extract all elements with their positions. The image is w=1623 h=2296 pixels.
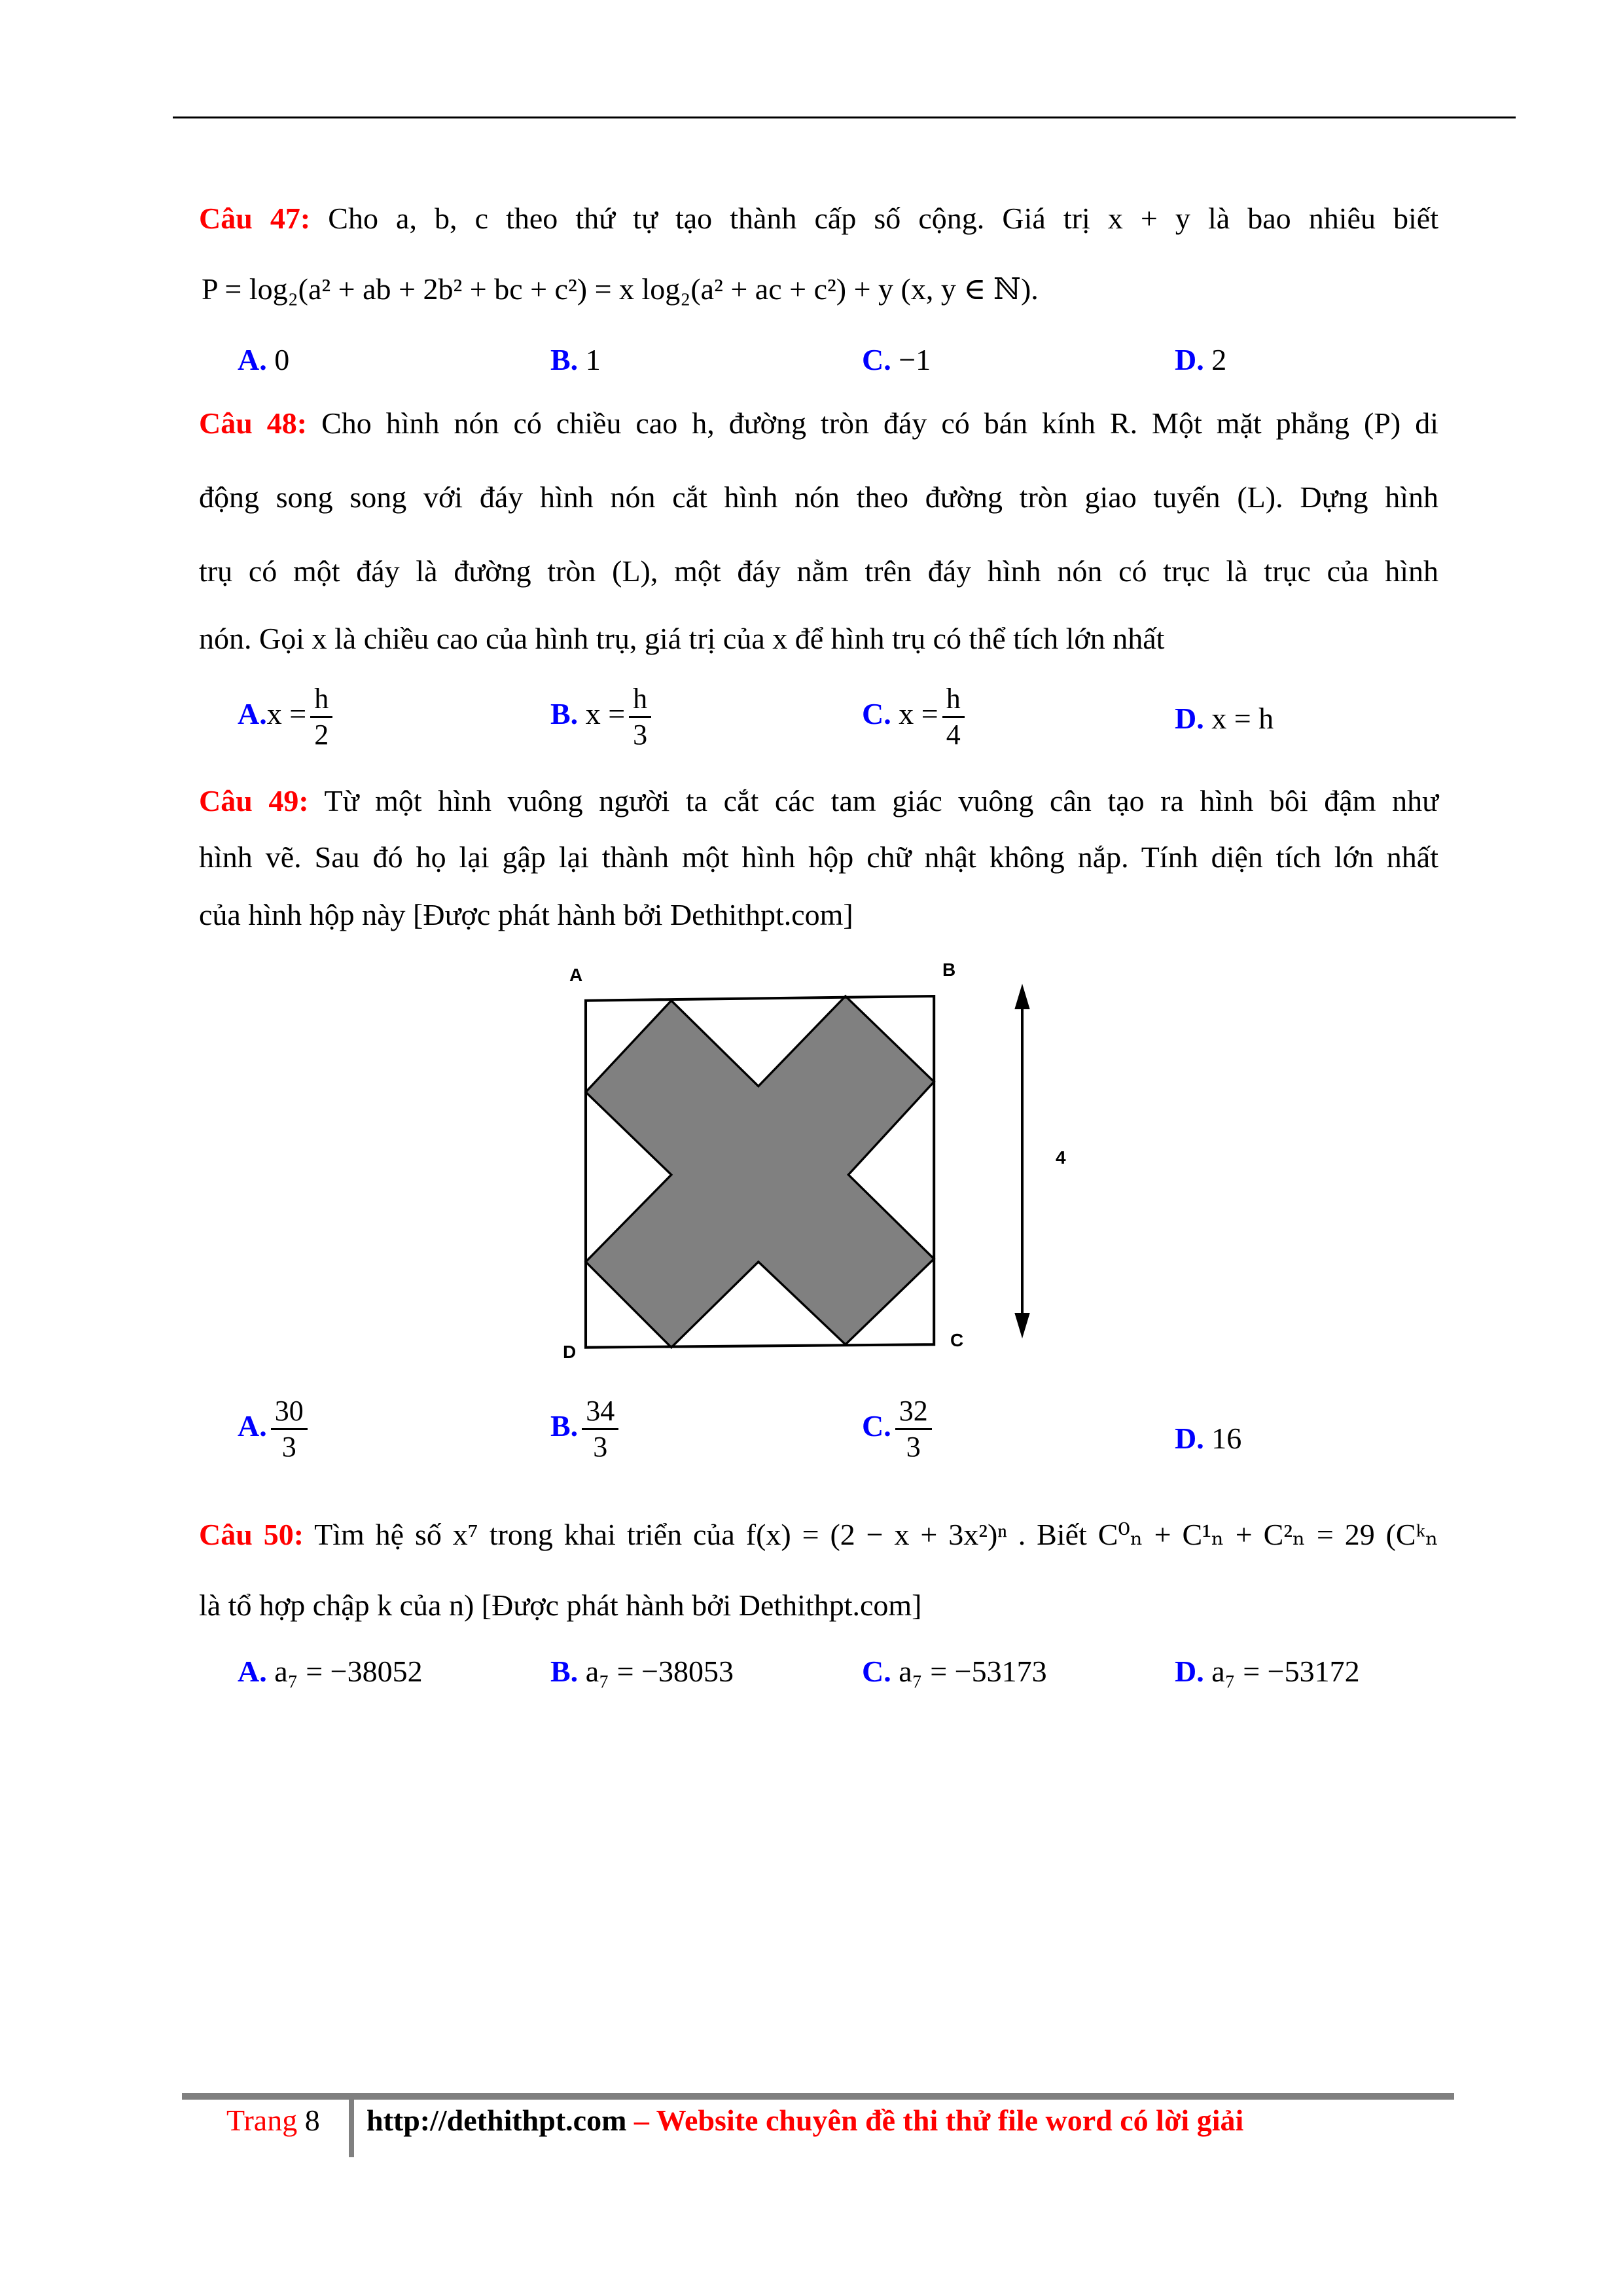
question-48-line: trụ có một đáy là đường tròn (L), một đáy nằm trên đáy hình nón có trục là trục của hình	[199, 554, 1438, 588]
answer-d[interactable]	[1175, 1419, 1241, 1458]
numerator: h	[942, 682, 965, 718]
answer-letter: C.	[862, 697, 891, 731]
answer-letter: A.	[238, 343, 267, 376]
question-48-line: nón. Gọi x là chiều cao của hình trụ, giá trị của x để hình trụ có thể tích lớn nhất	[199, 622, 1165, 655]
side-length-label: 4	[1056, 1147, 1066, 1168]
answer-letter: C.	[862, 343, 891, 376]
answer-c[interactable]	[862, 1394, 932, 1464]
answer-c[interactable]	[862, 1652, 1047, 1691]
answer-text: a₇ = −53172	[1211, 1655, 1360, 1688]
denominator: 2	[314, 719, 329, 751]
question-49-line: hình vẽ. Sau đó họ lại gập lại thành một hình hộp chữ nhật không nắp. Tính diện tích lớn nhất	[199, 840, 1438, 874]
question-label: Câu 49:	[199, 784, 309, 817]
answer-text: 1	[585, 343, 601, 376]
answer-text: 16	[1211, 1422, 1242, 1455]
answer-text: a₇ = −53173	[899, 1655, 1047, 1688]
answer-c[interactable]	[862, 682, 965, 752]
answer-text: x = h	[1211, 702, 1274, 735]
denominator: 4	[946, 719, 961, 751]
answer-text: a₇ = −38052	[274, 1655, 423, 1688]
answer-letter: B.	[550, 1409, 579, 1443]
answer-letter: D.	[1175, 1655, 1204, 1688]
answer-letter: A.	[238, 1655, 267, 1688]
answer-d[interactable]	[1175, 340, 1226, 380]
fraction	[310, 682, 332, 752]
question-50-line	[199, 1515, 1438, 1554]
answer-letter: D.	[1175, 1422, 1204, 1455]
answer-letter: C.	[862, 1655, 891, 1688]
answer-c[interactable]	[862, 340, 931, 380]
answer-text: 2	[1211, 343, 1227, 376]
fraction	[895, 1394, 932, 1464]
vertex-label-b: B	[942, 960, 956, 980]
numerator: h	[310, 682, 332, 718]
question-47-line	[199, 199, 1438, 238]
question-text: Cho a, b, c theo thứ tự tạo thành cấp số cộng. Giá trị x + y là bao nhiêu biết	[328, 202, 1438, 235]
answer-d[interactable]	[1175, 699, 1274, 738]
vertex-label-d: D	[563, 1342, 577, 1362]
answer-b[interactable]	[550, 1652, 734, 1691]
page-number	[226, 2101, 320, 2140]
question-text: Tìm hệ số x⁷ trong khai triển của f(x) = (2 − x + 3x²)ⁿ . Biết C⁰ₙ + C¹ₙ + C²ₙ = 29 (Cᵏₙ	[314, 1518, 1439, 1551]
vertex-label-c: C	[950, 1330, 964, 1350]
answer-text: a₇ = −38053	[585, 1655, 734, 1688]
answer-letter: B.	[550, 343, 579, 376]
answer-text: −1	[899, 343, 931, 376]
footer-rule	[182, 2093, 1454, 2100]
answer-a[interactable]	[238, 1652, 423, 1691]
question-49-line	[199, 781, 1438, 821]
answer-letter: B.	[550, 697, 579, 731]
question-label: Câu 50:	[199, 1518, 304, 1551]
answer-letter: C.	[862, 1409, 891, 1443]
question-label: Câu 48:	[199, 406, 308, 440]
answer-text: x =	[899, 697, 938, 731]
fraction	[271, 1394, 308, 1464]
header-rule	[173, 117, 1516, 118]
answer-letter: B.	[550, 1655, 579, 1688]
fraction	[629, 682, 651, 752]
answer-letter: D.	[1175, 343, 1204, 376]
answer-b[interactable]	[550, 682, 651, 752]
question-49-line: của hình hộp này [Được phát hành bởi Dethithpt.com]	[199, 898, 853, 931]
footer-tagline: – Website chuyên đề thi thử file word có lời giải	[626, 2104, 1244, 2137]
answer-text: x =	[266, 697, 307, 731]
height-arrow	[1016, 988, 1028, 1334]
fraction	[582, 1394, 618, 1464]
question-48-line: động song song với đáy hình nón cắt hình nón theo đường tròn giao tuyến (L). Dựng hình	[199, 480, 1438, 514]
vertex-label-a: A	[569, 965, 583, 985]
answer-a[interactable]	[238, 340, 289, 380]
question-label: Câu 47:	[199, 202, 311, 235]
numerator: h	[629, 682, 651, 718]
numerator: 32	[895, 1394, 932, 1430]
footer-text	[366, 2101, 1243, 2140]
question-47-formula: P = log₂(a² + ab + 2b² + bc + c²) = x log₂(a² + ac + c²) + y (x, y ∈ ℕ).	[202, 272, 1039, 306]
numerator: 34	[582, 1394, 618, 1430]
page-label: Trang	[226, 2104, 298, 2137]
answer-a[interactable]	[238, 682, 332, 752]
question-48-line	[199, 404, 1438, 443]
answer-a[interactable]	[238, 1394, 308, 1464]
numerator: 30	[271, 1394, 308, 1430]
denominator: 3	[281, 1431, 296, 1463]
answer-letter: A.	[238, 1409, 267, 1443]
answer-letter: A.	[238, 697, 267, 731]
question-text: Từ một hình vuông người ta cắt các tam giác vuông cân tạo ra hình bôi đậm như	[324, 784, 1438, 817]
answer-text: 0	[274, 343, 290, 376]
question-50-line: là tổ hợp chập k của n) [Được phát hành bởi Dethithpt.com]	[199, 1588, 922, 1622]
answer-b[interactable]	[550, 340, 601, 380]
square-cross-figure	[563, 960, 1073, 1368]
denominator: 3	[593, 1431, 608, 1463]
page-number-value: 8	[304, 2104, 320, 2137]
answer-d[interactable]	[1175, 1652, 1360, 1691]
answer-letter: D.	[1175, 702, 1204, 735]
fraction	[942, 682, 965, 752]
denominator: 3	[906, 1431, 921, 1463]
denominator: 3	[633, 719, 648, 751]
footer-divider	[349, 2100, 354, 2157]
answer-text: x =	[585, 697, 626, 731]
question-text: Cho hình nón có chiều cao h, đường tròn đáy có bán kính R. Một mặt phẳng (P) di	[321, 406, 1439, 440]
cross-shape	[586, 996, 934, 1348]
footer-link[interactable]: http://dethithpt.com	[366, 2104, 627, 2137]
figure-drawing	[576, 962, 1073, 1368]
answer-b[interactable]	[550, 1394, 618, 1464]
